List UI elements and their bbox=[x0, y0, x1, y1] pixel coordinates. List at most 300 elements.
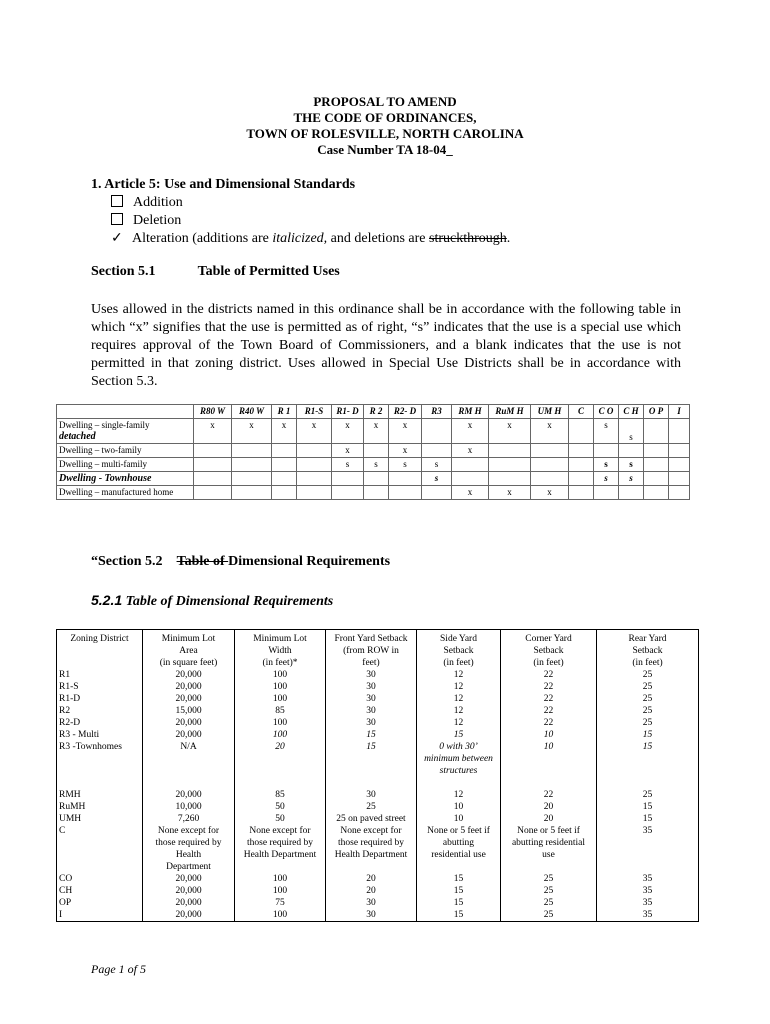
section-title: Table of Permitted Uses bbox=[197, 264, 340, 279]
table-cell: 25 bbox=[597, 693, 699, 705]
table-cell bbox=[326, 825, 417, 873]
alteration-prefix: Alteration (additions are bbox=[132, 231, 273, 246]
table-cell: 22 bbox=[501, 693, 597, 705]
table-cell: s bbox=[594, 419, 619, 444]
table-cell: 30 bbox=[326, 717, 417, 729]
column-header-line: feet) bbox=[362, 658, 380, 668]
table-cell bbox=[569, 419, 594, 444]
table-cell: 25 bbox=[597, 717, 699, 729]
table-cell bbox=[417, 825, 501, 873]
row-label bbox=[57, 419, 194, 444]
table-cell bbox=[422, 419, 452, 444]
column-header-line: (in feet) bbox=[632, 658, 663, 668]
table-cell: 12 bbox=[417, 705, 501, 717]
table-cell: x bbox=[489, 486, 531, 500]
table-row bbox=[57, 486, 690, 500]
table-cell: 25 on paved street bbox=[326, 813, 417, 825]
column-header-line: Width bbox=[268, 646, 292, 656]
alteration-end: . bbox=[506, 231, 511, 246]
table-cell bbox=[569, 458, 594, 472]
table-cell bbox=[597, 777, 699, 789]
alteration-mid: and deletions are bbox=[327, 231, 430, 246]
section-5-2-title: Dimensional Requirements bbox=[228, 554, 391, 569]
column-header-line: Setback bbox=[533, 646, 564, 656]
table-cell bbox=[452, 472, 489, 486]
section-5-2-number: “Section 5.2 bbox=[91, 554, 163, 569]
table-cell: x bbox=[452, 419, 489, 444]
table-cell: R1-D bbox=[57, 693, 143, 705]
table-cell bbox=[597, 825, 699, 873]
table-row bbox=[57, 472, 690, 486]
table-cell bbox=[389, 472, 422, 486]
table-cell: 22 bbox=[501, 789, 597, 801]
table-cell: s bbox=[332, 458, 364, 472]
table-cell: 50 bbox=[235, 801, 326, 813]
row-label-italic: detached bbox=[59, 431, 96, 442]
table-cell: 7,260 bbox=[143, 813, 235, 825]
table-cell: 12 bbox=[417, 717, 501, 729]
table-cell: x bbox=[531, 419, 569, 444]
row-label-text: Dwelling – manufactured home bbox=[59, 487, 174, 497]
table-cell: 100 bbox=[235, 681, 326, 693]
column-header bbox=[57, 630, 143, 670]
table-cell: x bbox=[452, 486, 489, 500]
table-cell bbox=[644, 444, 669, 458]
table-cell bbox=[272, 458, 297, 472]
table-row bbox=[57, 669, 699, 681]
table-cell-line: None or 5 feet if bbox=[427, 826, 490, 836]
table-cell bbox=[644, 472, 669, 486]
table-cell-line: Department bbox=[166, 862, 211, 872]
table-cell: UMH bbox=[57, 813, 143, 825]
table-cell bbox=[669, 419, 690, 444]
table-cell: 25 bbox=[326, 801, 417, 813]
column-header-line: Rear Yard bbox=[628, 634, 667, 644]
column-header: R3 bbox=[422, 405, 452, 419]
column-header: UM H bbox=[531, 405, 569, 419]
row-label bbox=[57, 458, 194, 472]
subsection-title: Table of Dimensional Requirements bbox=[122, 594, 334, 609]
table-cell bbox=[669, 458, 690, 472]
table-cell: x bbox=[389, 419, 422, 444]
table-cell: 20,000 bbox=[143, 897, 235, 909]
table-cell: 15 bbox=[326, 741, 417, 777]
table-row bbox=[57, 885, 699, 897]
table-cell bbox=[194, 472, 232, 486]
column-header: R2- D bbox=[389, 405, 422, 419]
table-cell-line: abutting residential bbox=[511, 838, 586, 848]
column-header: R80 W bbox=[194, 405, 232, 419]
table-cell: x bbox=[389, 444, 422, 458]
table-cell: 10 bbox=[501, 741, 597, 777]
table-cell: 25 bbox=[597, 705, 699, 717]
table-cell: 35 bbox=[597, 885, 699, 897]
column-header-line: Setback bbox=[443, 646, 474, 656]
table-cell bbox=[619, 444, 644, 458]
column-header-line: (in feet) bbox=[533, 658, 564, 668]
column-header: R1- D bbox=[332, 405, 364, 419]
table-cell: 25 bbox=[597, 789, 699, 801]
permitted-header-row bbox=[57, 405, 690, 419]
alteration-italic: italicized, bbox=[272, 231, 328, 246]
table-cell: 15 bbox=[417, 873, 501, 885]
column-header-line: (in feet)* bbox=[262, 658, 298, 668]
column-header-line: Corner Yard bbox=[525, 634, 572, 644]
table-row bbox=[57, 789, 699, 801]
table-cell: 20,000 bbox=[143, 885, 235, 897]
column-header: R1-S bbox=[297, 405, 332, 419]
table-cell: 85 bbox=[235, 705, 326, 717]
row-label-text: Dwelling – single-family bbox=[59, 420, 150, 430]
option-deletion[interactable] bbox=[91, 212, 510, 230]
table-cell: R2 bbox=[57, 705, 143, 717]
table-cell bbox=[364, 472, 389, 486]
table-cell-line: None or 5 feet if bbox=[517, 826, 580, 836]
column-header: O P bbox=[644, 405, 669, 419]
table-cell: 20 bbox=[501, 801, 597, 813]
table-cell: 75 bbox=[235, 897, 326, 909]
table-cell bbox=[57, 777, 143, 789]
column-header: I bbox=[669, 405, 690, 419]
table-cell: 10 bbox=[417, 813, 501, 825]
extra-s-mark: s bbox=[629, 432, 633, 442]
dim-header-row bbox=[57, 630, 699, 670]
table-cell bbox=[501, 777, 597, 789]
table-cell: 12 bbox=[417, 789, 501, 801]
table-cell bbox=[272, 486, 297, 500]
table-cell: 20 bbox=[326, 873, 417, 885]
table-cell: 22 bbox=[501, 717, 597, 729]
table-cell: 22 bbox=[501, 669, 597, 681]
empty-checkbox-icon[interactable] bbox=[111, 213, 123, 225]
table-cell: 20 bbox=[235, 741, 326, 777]
table-cell: 12 bbox=[417, 681, 501, 693]
table-cell bbox=[297, 444, 332, 458]
table-cell bbox=[194, 458, 232, 472]
table-cell: s bbox=[422, 472, 452, 486]
column-header: R 1 bbox=[272, 405, 297, 419]
table-cell: 100 bbox=[235, 909, 326, 922]
table-cell bbox=[364, 444, 389, 458]
column-header-line: Minimum Lot bbox=[161, 634, 216, 644]
column-header: RuM H bbox=[489, 405, 531, 419]
table-cell bbox=[332, 472, 364, 486]
table-cell: 25 bbox=[501, 909, 597, 922]
table-cell: R1 bbox=[57, 669, 143, 681]
table-cell: 50 bbox=[235, 813, 326, 825]
table-cell: 15 bbox=[597, 801, 699, 813]
table-cell bbox=[297, 458, 332, 472]
table-cell bbox=[531, 444, 569, 458]
table-cell: s bbox=[364, 458, 389, 472]
section-5-2-strike: Table of bbox=[176, 554, 229, 569]
table-cell: 15 bbox=[597, 741, 699, 777]
table-cell: 22 bbox=[501, 705, 597, 717]
table-cell-line: Health Department bbox=[243, 850, 317, 860]
column-header: C O bbox=[594, 405, 619, 419]
spacer-row bbox=[57, 777, 699, 789]
row-label bbox=[57, 472, 194, 486]
column-header bbox=[501, 630, 597, 670]
table-row bbox=[57, 705, 699, 717]
table-cell: 15 bbox=[597, 813, 699, 825]
section-5-2-heading bbox=[91, 554, 390, 570]
table-cell: 12 bbox=[417, 669, 501, 681]
header-line-1: PROPOSAL TO AMEND bbox=[313, 94, 457, 109]
table-cell: 35 bbox=[597, 873, 699, 885]
table-cell bbox=[422, 444, 452, 458]
table-cell: s bbox=[389, 458, 422, 472]
table-cell bbox=[531, 472, 569, 486]
column-header bbox=[235, 630, 326, 670]
section-5-1-paragraph: Uses allowed in the districts named in this ordinance shall be in accordance with the following table in which “x” signifies that the use is permitted as of right, “s” indicates that the use is a special use which requires approval of the Town Board of Commissioners, and a blank indicates that the use is not permitted in that zoning district. Uses allowed in Special Use Districts shall be in accordance with Section 5.3. bbox=[91, 302, 681, 389]
table-cell: 15 bbox=[597, 729, 699, 741]
column-header: C bbox=[569, 405, 594, 419]
table-cell bbox=[326, 777, 417, 789]
table-cell-line: 35 bbox=[642, 826, 653, 836]
table-cell bbox=[489, 458, 531, 472]
permitted-uses-table bbox=[56, 404, 690, 500]
table-cell-line: use bbox=[542, 850, 555, 860]
table-cell: 30 bbox=[326, 669, 417, 681]
table-cell bbox=[272, 472, 297, 486]
table-cell bbox=[272, 444, 297, 458]
table-cell-line: Health Department bbox=[334, 850, 408, 860]
row-label-text: Dwelling – multi-family bbox=[59, 459, 147, 469]
alteration-strike: struckthrough bbox=[429, 231, 507, 246]
subsection-number: 5.2.1 bbox=[91, 592, 123, 608]
table-cell-line: Health bbox=[175, 850, 202, 860]
table-cell: s bbox=[619, 472, 644, 486]
row-label-text: Dwelling – two-family bbox=[59, 445, 142, 455]
table-cell-line: minimum between bbox=[424, 754, 493, 764]
article-block bbox=[91, 176, 510, 248]
table-cell: 15 bbox=[417, 897, 501, 909]
table-cell: 10,000 bbox=[143, 801, 235, 813]
table-cell: x bbox=[332, 444, 364, 458]
table-cell: 35 bbox=[597, 897, 699, 909]
table-row bbox=[57, 801, 699, 813]
table-cell-line: None except for bbox=[249, 826, 311, 836]
table-cell-line: those required by bbox=[155, 838, 222, 848]
table-cell bbox=[594, 486, 619, 500]
table-cell: 20,000 bbox=[143, 729, 235, 741]
table-cell bbox=[194, 444, 232, 458]
table-cell: x bbox=[297, 419, 332, 444]
table-cell bbox=[422, 486, 452, 500]
column-header bbox=[143, 630, 235, 670]
table-cell: 20,000 bbox=[143, 693, 235, 705]
table-cell: CO bbox=[57, 873, 143, 885]
document-header bbox=[0, 94, 770, 158]
subsection-5-2-1-heading bbox=[91, 592, 333, 610]
table-cell bbox=[364, 486, 389, 500]
table-cell: 30 bbox=[326, 909, 417, 922]
table-row bbox=[57, 729, 699, 741]
table-cell: 15 bbox=[417, 909, 501, 922]
table-cell: 30 bbox=[326, 897, 417, 909]
addition-label: Addition bbox=[133, 195, 183, 210]
table-cell bbox=[669, 444, 690, 458]
table-cell: 0 with 30’ minimum between structures bbox=[417, 741, 501, 777]
table-cell: 15 bbox=[417, 729, 501, 741]
table-cell: s bbox=[594, 458, 619, 472]
header-line-2: THE CODE OF ORDINANCES, bbox=[293, 110, 477, 125]
table-cell: 15,000 bbox=[143, 705, 235, 717]
table-cell: 30 bbox=[326, 705, 417, 717]
column-header-line: Setback bbox=[632, 646, 663, 656]
column-header bbox=[597, 630, 699, 670]
table-cell: 15 bbox=[417, 885, 501, 897]
table-cell bbox=[619, 486, 644, 500]
table-cell: 100 bbox=[235, 885, 326, 897]
table-cell: x bbox=[272, 419, 297, 444]
table-cell-line: None except for bbox=[157, 826, 220, 836]
empty-checkbox-icon[interactable] bbox=[111, 195, 123, 207]
table-cell: 20,000 bbox=[143, 873, 235, 885]
table-row bbox=[57, 717, 699, 729]
column-header-line: (in feet) bbox=[443, 658, 474, 668]
table-cell bbox=[194, 486, 232, 500]
table-cell-line: those required by bbox=[338, 838, 404, 848]
table-cell-line: residential use bbox=[431, 850, 486, 860]
table-cell bbox=[232, 444, 272, 458]
table-cell bbox=[232, 486, 272, 500]
table-cell bbox=[452, 458, 489, 472]
table-row bbox=[57, 813, 699, 825]
table-cell: x bbox=[452, 444, 489, 458]
table-cell: 20,000 bbox=[143, 681, 235, 693]
table-row bbox=[57, 419, 690, 444]
row-label bbox=[57, 486, 194, 500]
column-header-line: Minimum Lot bbox=[253, 634, 307, 644]
table-cell bbox=[235, 825, 326, 873]
row-label-text: Dwelling - Townhouse bbox=[59, 473, 152, 484]
table-cell bbox=[143, 825, 235, 873]
header-line-3: TOWN OF ROLESVILLE, NORTH CAROLINA bbox=[246, 126, 524, 141]
table-cell: 20,000 bbox=[143, 669, 235, 681]
table-cell: x bbox=[489, 419, 531, 444]
table-cell: 25 bbox=[501, 873, 597, 885]
table-cell: 25 bbox=[597, 681, 699, 693]
table-cell bbox=[489, 472, 531, 486]
table-cell: 20,000 bbox=[143, 717, 235, 729]
table-cell bbox=[501, 825, 597, 873]
table-row bbox=[57, 681, 699, 693]
table-cell: 20,000 bbox=[143, 909, 235, 922]
column-header-line: Side Yard bbox=[440, 634, 477, 644]
table-cell-line: those required by bbox=[247, 838, 313, 848]
column-header bbox=[57, 405, 194, 419]
table-cell bbox=[389, 486, 422, 500]
table-cell: 100 bbox=[235, 873, 326, 885]
table-cell: R1-S bbox=[57, 681, 143, 693]
table-cell: 25 bbox=[501, 885, 597, 897]
table-cell: s bbox=[422, 458, 452, 472]
column-header-line: Front Yard Setback bbox=[334, 634, 408, 644]
table-cell: s bbox=[619, 458, 644, 472]
table-cell: 10 bbox=[417, 801, 501, 813]
table-cell-line: structures bbox=[439, 766, 478, 776]
option-alteration[interactable] bbox=[91, 230, 510, 248]
table-row bbox=[57, 458, 690, 472]
row-label bbox=[57, 444, 194, 458]
table-row bbox=[57, 909, 699, 922]
table-cell bbox=[644, 419, 669, 444]
table-cell bbox=[332, 486, 364, 500]
table-cell: C bbox=[57, 825, 143, 873]
table-cell: OP bbox=[57, 897, 143, 909]
column-header bbox=[326, 630, 417, 670]
table-cell bbox=[143, 777, 235, 789]
table-cell: 35 bbox=[597, 909, 699, 922]
column-header-line: (in square feet) bbox=[159, 658, 218, 668]
table-cell-line: abutting bbox=[442, 838, 475, 848]
table-cell: CH bbox=[57, 885, 143, 897]
table-cell bbox=[417, 777, 501, 789]
table-cell bbox=[235, 777, 326, 789]
table-cell: 20 bbox=[326, 885, 417, 897]
table-cell-line: None except for bbox=[340, 826, 402, 836]
table-cell bbox=[569, 444, 594, 458]
table-cell bbox=[669, 472, 690, 486]
table-cell bbox=[644, 458, 669, 472]
column-header: R 2 bbox=[364, 405, 389, 419]
table-cell: 30 bbox=[326, 693, 417, 705]
table-row bbox=[57, 873, 699, 885]
table-cell bbox=[644, 486, 669, 500]
table-cell bbox=[297, 486, 332, 500]
table-row bbox=[57, 825, 699, 873]
table-cell: x bbox=[232, 419, 272, 444]
column-header: C H bbox=[619, 405, 644, 419]
column-header-line: (from ROW in bbox=[343, 646, 399, 656]
table-cell: I bbox=[57, 909, 143, 922]
table-cell bbox=[669, 486, 690, 500]
dimensional-requirements-table bbox=[56, 629, 699, 922]
deletion-label: Deletion bbox=[133, 213, 182, 228]
table-cell bbox=[569, 472, 594, 486]
column-header-line: Area bbox=[179, 646, 198, 656]
table-cell: 20 bbox=[501, 813, 597, 825]
table-cell bbox=[594, 444, 619, 458]
table-cell bbox=[297, 472, 332, 486]
table-cell: 12 bbox=[417, 693, 501, 705]
table-cell bbox=[232, 458, 272, 472]
table-cell: x bbox=[194, 419, 232, 444]
table-cell bbox=[232, 472, 272, 486]
table-cell: 100 bbox=[235, 729, 326, 741]
column-header bbox=[417, 630, 501, 670]
table-cell bbox=[569, 486, 594, 500]
section-number: Section 5.1 bbox=[91, 264, 156, 279]
table-row bbox=[57, 741, 699, 777]
table-cell: 85 bbox=[235, 789, 326, 801]
column-header-line: Zoning District bbox=[70, 634, 129, 644]
table-cell: 25 bbox=[597, 669, 699, 681]
table-cell: x bbox=[364, 419, 389, 444]
table-cell: 100 bbox=[235, 717, 326, 729]
table-cell: RuMH bbox=[57, 801, 143, 813]
option-addition[interactable] bbox=[91, 194, 510, 212]
table-cell: 25 bbox=[501, 897, 597, 909]
checkmark-icon[interactable]: ✓ bbox=[111, 231, 123, 246]
table-cell: 30 bbox=[326, 789, 417, 801]
column-header: R40 W bbox=[232, 405, 272, 419]
table-cell: 100 bbox=[235, 669, 326, 681]
table-row bbox=[57, 444, 690, 458]
table-cell: 10 bbox=[501, 729, 597, 741]
